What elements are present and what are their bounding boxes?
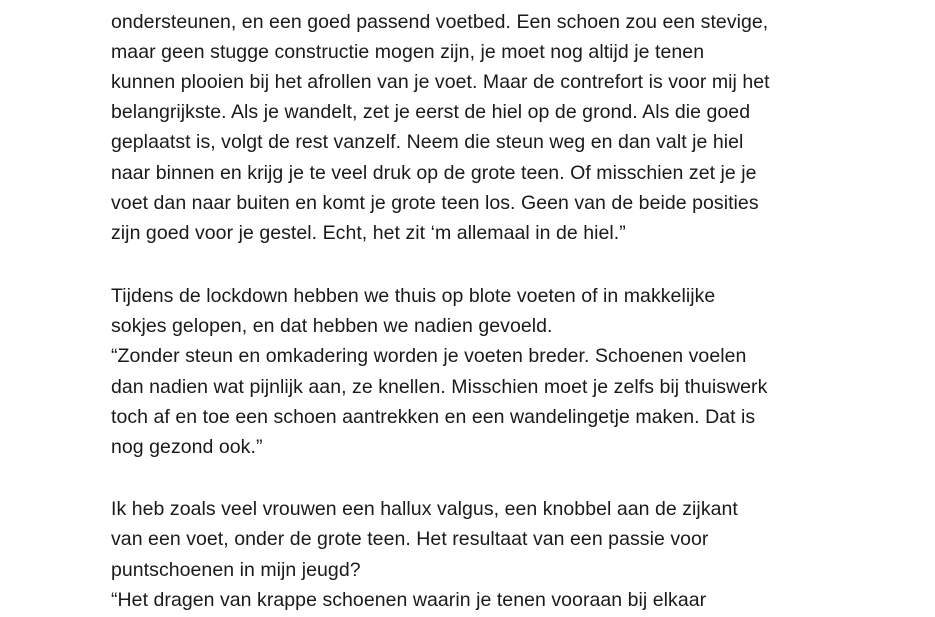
text-line: voet dan naar buiten en komt je grote teen los. Geen van de beide posities xyxy=(111,192,759,214)
text-line: Tijdens de lockdown hebben we thuis op blote voeten of in makkelijke xyxy=(111,285,716,307)
text-line: naar binnen en krijg je te veel druk op de grote teen. Of misschien zet je je xyxy=(111,162,757,184)
text-line: ondersteunen, en een goed passend voetbed. Een schoen zou een stevige, xyxy=(111,11,769,33)
text-line: belangrijkste. Als je wandelt, zet je eerst de hiel op de grond. Als die goed xyxy=(111,101,751,123)
text-line: nog gezond ook.” xyxy=(111,436,263,458)
text-line: maar geen stugge constructie mogen zijn, je moet nog altijd je tenen xyxy=(111,41,705,63)
text-line: zijn goed voor je gestel. Echt, het zit ‘m allemaal in de hiel.” xyxy=(111,222,626,244)
text-line: Ik heb zoals veel vrouwen een hallux valgus, een knobbel aan de zijkant xyxy=(111,498,738,520)
text-line: puntschoenen in mijn jeugd? xyxy=(111,559,361,581)
text-line: sokjes gelopen, en dat hebben we nadien gevoeld. xyxy=(111,315,553,337)
text-line: toch af en toe een schoen aantrekken en een wandelingetje maken. Dat is xyxy=(111,406,756,428)
text-line: “Het dragen van krappe schoenen waarin je tenen vooraan bij elkaar xyxy=(111,589,707,611)
text-line: geplaatst is, volgt de rest vanzelf. Neem die steun weg en dan valt je hiel xyxy=(111,131,744,153)
text-line: kunnen plooien bij het afrollen van je voet. Maar de contrefort is voor mij het xyxy=(111,71,770,93)
text-line: “Zonder steun en omkadering worden je voeten breder. Schoenen voelen xyxy=(111,345,747,367)
text-line: van een voet, onder de grote teen. Het resultaat van een passie voor xyxy=(111,528,709,550)
text-line: dan nadien wat pijnlijk aan, ze knellen. Misschien moet je zelfs bij thuiswerk xyxy=(111,376,768,398)
